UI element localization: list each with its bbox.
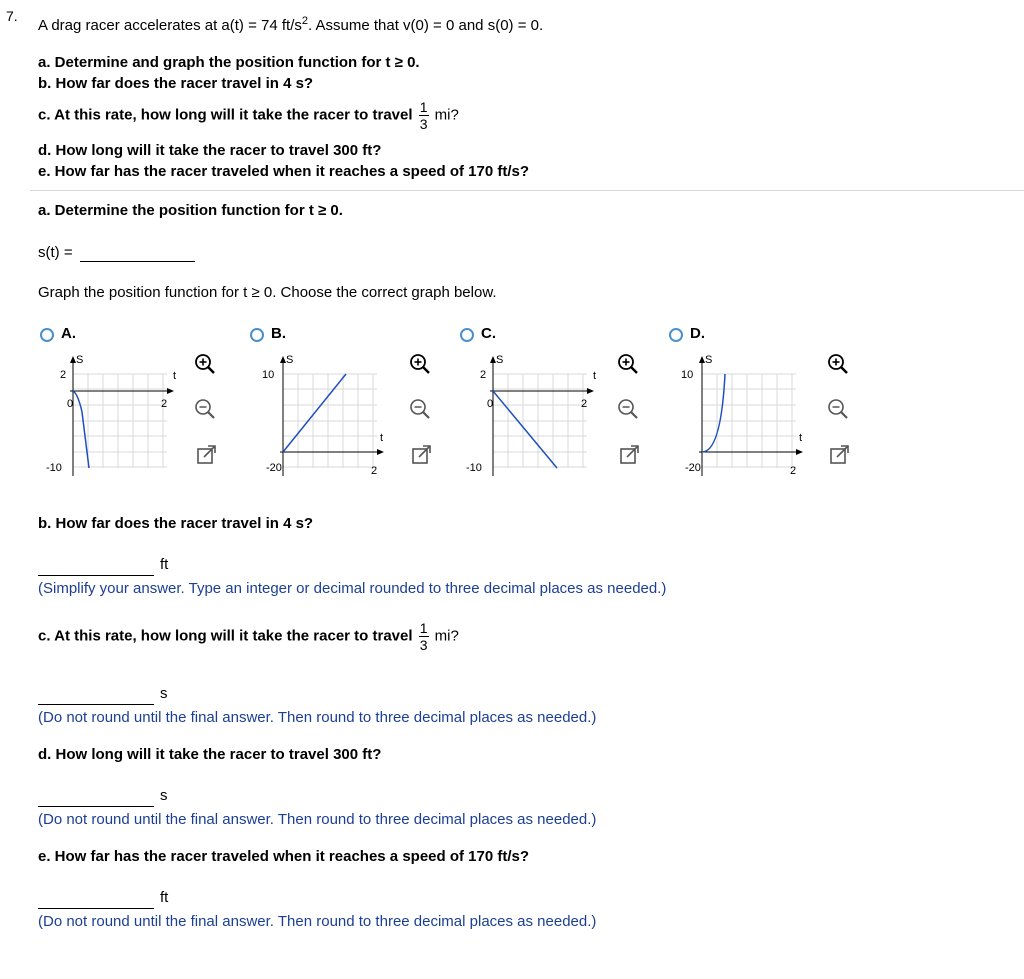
part-d-answer-input[interactable]	[38, 806, 154, 807]
graph-c-y-top: 2	[480, 369, 487, 381]
zoom-out-icon[interactable]	[617, 398, 639, 420]
part-b-question: b. How far does the racer travel in 4 s?	[38, 515, 314, 532]
problem-statement	[38, 15, 543, 34]
part-e-hint: (Do not round until the final answer. Then round to three decimal places as needed.)	[38, 913, 597, 930]
graph-c-s-label: S	[496, 354, 504, 366]
part-b-hint: (Simplify your answer. Type an integer or decimal rounded to three decimal places as needed.)	[38, 580, 667, 597]
part-e-question: e. How far has the racer traveled when it reaches a speed of 170 ft/s?	[38, 848, 530, 865]
graph-a-origin: 0	[67, 398, 74, 410]
graph-b[interactable]	[250, 352, 400, 477]
part-c-answer-input[interactable]	[38, 704, 154, 705]
zoom-out-icon[interactable]	[194, 398, 216, 420]
part-d-question: d. How long will it take the racer to travel 300 ft?	[38, 746, 382, 763]
graph-d-t-label: t	[799, 432, 803, 444]
part-d-hint: (Do not round until the final answer. Then round to three decimal places as needed.)	[38, 811, 597, 828]
part-b-intro: b. How far does the racer travel in 4 s?	[38, 75, 314, 92]
option-d-radio[interactable]	[669, 328, 683, 342]
part-c-question-text: c. At this rate, how long will it take the racer to travel	[38, 627, 413, 645]
part-c-intro	[38, 100, 459, 131]
part-e-unit: ft	[160, 889, 169, 906]
part-e-answer-input[interactable]	[38, 908, 154, 909]
zoom-out-icon[interactable]	[409, 398, 431, 420]
part-d-unit: s	[160, 787, 168, 804]
fraction-numerator: 1	[419, 620, 428, 636]
statement-tail: . Assume that v(0) = 0 and s(0) = 0.	[308, 17, 544, 34]
part-c-question-unit: mi?	[434, 627, 459, 645]
part-a-intro: a. Determine and graph the position function for t ≥ 0.	[38, 54, 420, 71]
part-c-intro-text: c. At this rate, how long will it take the racer to travel	[38, 106, 413, 124]
popout-icon[interactable]	[829, 444, 851, 466]
fraction-denominator: 3	[419, 116, 428, 132]
statement-exponent: 2	[301, 15, 309, 27]
graph-b-x-tick: 2	[371, 465, 378, 477]
zoom-in-icon[interactable]	[409, 353, 431, 375]
zoom-in-icon[interactable]	[194, 353, 216, 375]
part-c-unit: s	[160, 685, 168, 702]
graph-b-s-label: S	[286, 354, 294, 366]
graph-d-y-top: 10	[681, 369, 694, 381]
s-of-t-label: s(t) =	[38, 244, 73, 261]
part-b-unit: ft	[160, 556, 169, 573]
graph-d-x-tick: 2	[790, 465, 797, 477]
popout-icon[interactable]	[196, 444, 218, 466]
s-of-t-input[interactable]	[80, 261, 195, 262]
option-a-label: A.	[61, 325, 76, 342]
zoom-in-icon[interactable]	[617, 353, 639, 375]
fraction	[419, 100, 429, 131]
popout-icon[interactable]	[411, 444, 433, 466]
zoom-out-icon[interactable]	[827, 398, 849, 420]
part-a-question: a. Determine the position function for t ≥ 0.	[38, 202, 343, 219]
option-c-label: C.	[481, 325, 496, 342]
option-d-label: D.	[690, 325, 705, 342]
option-b-label: B.	[271, 325, 286, 342]
statement-main: A drag racer accelerates at a(t) = 74 ft/s	[38, 17, 302, 34]
fraction-numerator: 1	[419, 99, 428, 115]
graph-d-s-label: S	[705, 354, 713, 366]
graph-b-y-top: 10	[262, 369, 275, 381]
graph-b-t-label: t	[380, 432, 384, 444]
graph-a-y-bottom: -10	[46, 462, 62, 474]
part-c-question	[38, 621, 459, 652]
problem-number: 7.	[6, 8, 18, 24]
divider	[30, 190, 1024, 191]
part-d-intro: d. How long will it take the racer to travel 300 ft?	[38, 142, 382, 159]
graph-b-y-bottom: -20	[266, 462, 282, 474]
graph-c-y-bottom: -10	[466, 462, 482, 474]
fraction	[419, 621, 429, 652]
part-b-answer-input[interactable]	[38, 575, 154, 576]
option-b-radio[interactable]	[250, 328, 264, 342]
graph-a-y-top: 2	[60, 369, 67, 381]
graph-d[interactable]	[669, 352, 819, 477]
option-c-radio[interactable]	[460, 328, 474, 342]
graph-d-y-bottom: -20	[685, 462, 701, 474]
graph-a-x-tick: 2	[161, 398, 168, 410]
graph-a-s-label: S	[76, 354, 84, 366]
graph-c-origin: 0	[487, 398, 494, 410]
graph-c-t-label: t	[593, 370, 597, 382]
graph-prompt: Graph the position function for t ≥ 0. Choose the correct graph below.	[38, 284, 497, 301]
graph-c-x-tick: 2	[581, 398, 588, 410]
part-c-intro-unit: mi?	[434, 106, 459, 124]
part-e-intro: e. How far has the racer traveled when it reaches a speed of 170 ft/s?	[38, 163, 530, 180]
option-a-radio[interactable]	[40, 328, 54, 342]
graph-a[interactable]	[40, 352, 190, 477]
graph-c[interactable]	[460, 352, 610, 477]
popout-icon[interactable]	[619, 444, 641, 466]
part-c-hint: (Do not round until the final answer. Then round to three decimal places as needed.)	[38, 709, 597, 726]
fraction-denominator: 3	[419, 637, 428, 653]
zoom-in-icon[interactable]	[827, 353, 849, 375]
graph-a-t-label: t	[173, 370, 177, 382]
